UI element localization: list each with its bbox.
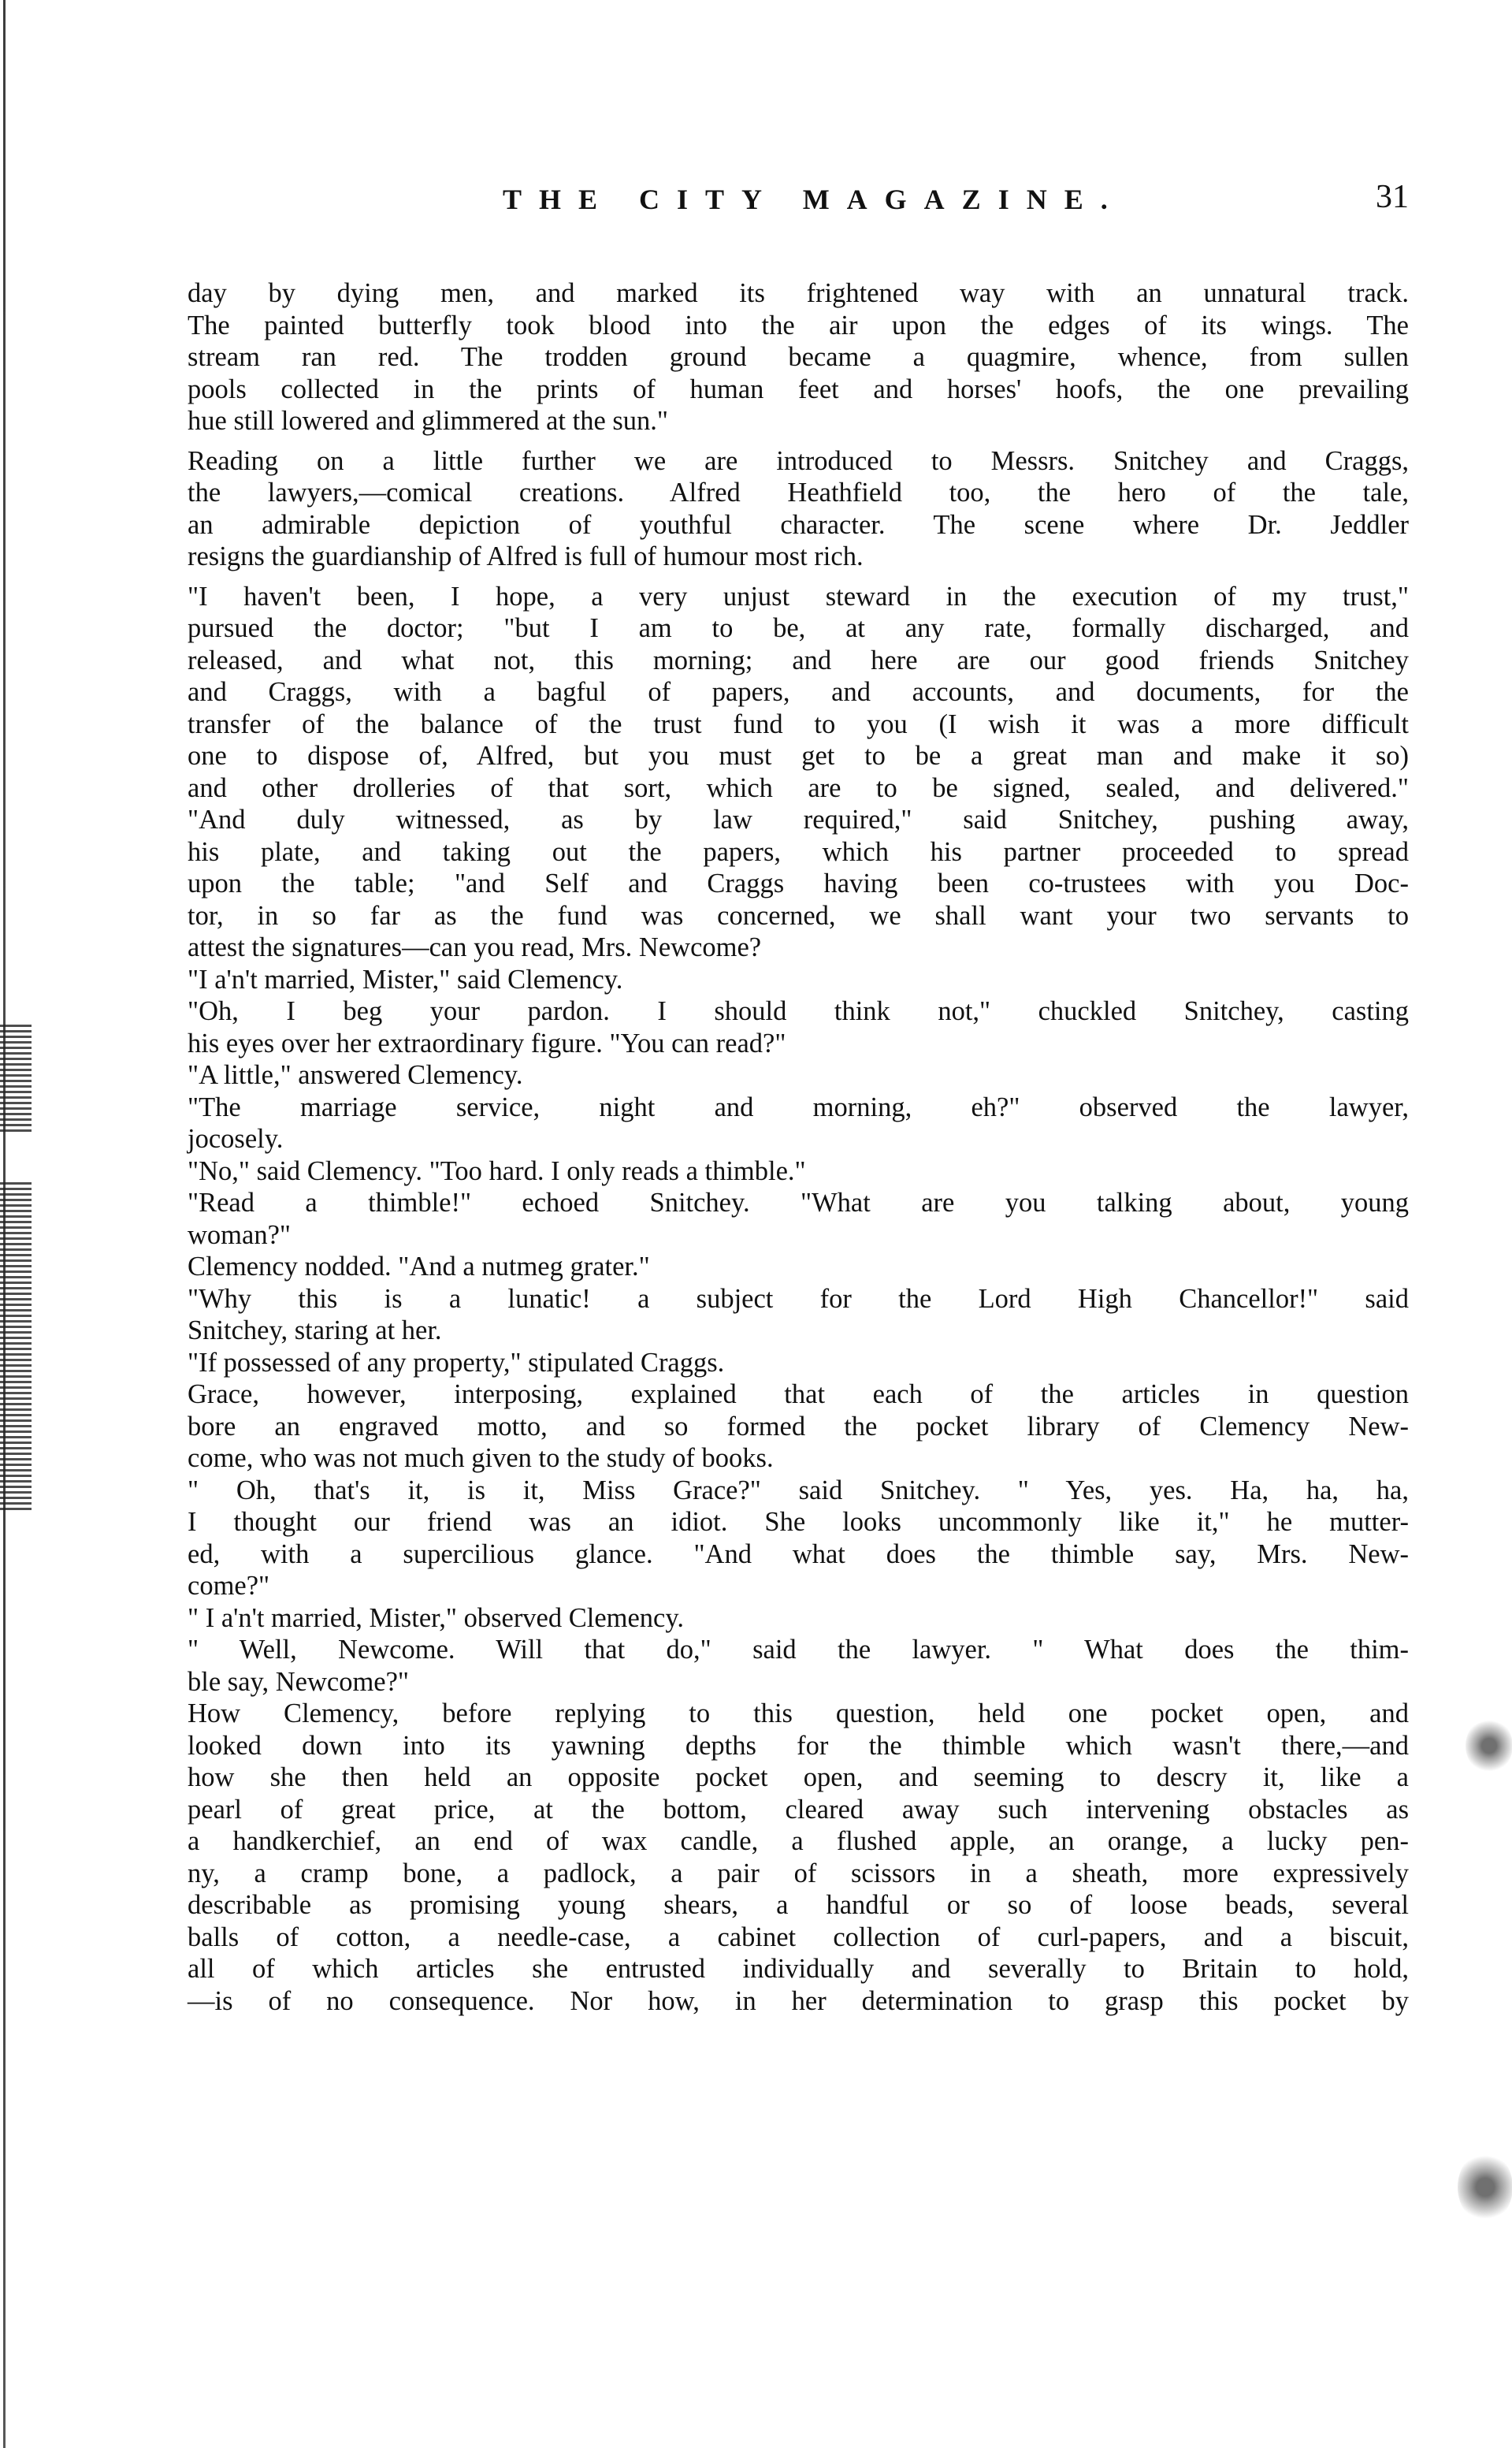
- text-line: and Craggs, with a bagful of papers, and accounts, and documents, for the: [188, 677, 1409, 707]
- binding-mark: [0, 1025, 32, 1135]
- text-line: one to dispose of, Alfred, but you must get to be a great man and make it so): [188, 741, 1409, 771]
- text-line: how she then held an opposite pocket open, and seeming to descry it, like a: [188, 1762, 1409, 1792]
- page-header: [188, 179, 1409, 230]
- text-line: day by dying men, and marked its frightened way with an unnatural track.: [188, 278, 1409, 308]
- running-title: THE CITY MAGAZINE.: [503, 184, 1125, 215]
- text-line: looked down into its yawning depths for the thimble which wasn't there,—and: [188, 1730, 1409, 1761]
- text-line: jocosely.: [188, 1124, 284, 1154]
- text-line: pearl of great price, at the bottom, cleared away such intervening obstacles as: [188, 1794, 1409, 1825]
- text-line: a handkerchief, an end of wax candle, a flushed apple, an orange, a lucky pen-: [188, 1826, 1409, 1856]
- text-line: Grace, however, interposing, explained that each of the articles in question: [188, 1379, 1409, 1409]
- text-line: How Clemency, before replying to this question, held one pocket open, and: [188, 1698, 1409, 1728]
- text-line: the lawyers,—comical creations. Alfred Heathfield too, the hero of the tale,: [188, 478, 1409, 508]
- text-line: bore an engraved motto, and so formed the pocket library of Clemency New-: [188, 1411, 1409, 1442]
- text-line: describable as promising young shears, a handful or so of loose beads, several: [188, 1890, 1409, 1920]
- text-line: The painted butterfly took blood into the air upon the edges of its wings. The: [188, 310, 1409, 340]
- text-line: and other drolleries of that sort, which are to be signed, sealed, and delivered.": [188, 772, 1409, 803]
- body-text: [188, 277, 1409, 2017]
- text-line: an admirable depiction of youthful character. The scene where Dr. Jeddler: [188, 509, 1409, 540]
- text-line: " I a'n't married, Mister," observed Clemency.: [188, 1602, 684, 1633]
- text-line: "A little," answered Clemency.: [188, 1060, 523, 1090]
- text-line: "Read a thimble!" echoed Snitchey. "What are you talking about, young: [188, 1188, 1409, 1218]
- text-line: "Why this is a lunatic! a subject for the Lord High Chancellor!" said: [188, 1283, 1409, 1314]
- text-line: come, who was not much given to the study of books.: [188, 1443, 774, 1473]
- text-line: his eyes over her extraordinary figure. "You can read?": [188, 1028, 786, 1058]
- text-line: stream ran red. The trodden ground became a quagmire, whence, from sullen: [188, 342, 1409, 372]
- text-line: tor, in so far as the fund was concerned, we shall want your two servants to: [188, 900, 1409, 931]
- text-line: released, and what not, this morning; and here are our good friends Snitchey: [188, 645, 1409, 675]
- text-line: all of which articles she entrusted individually and severally to Britain to hold,: [188, 1954, 1409, 1984]
- text-line: woman?": [188, 1219, 291, 1250]
- text-line: —is of no consequence. Nor how, in her determination to grasp this pocket by: [188, 1985, 1409, 2016]
- margin-smudge: [1466, 1718, 1512, 1773]
- text-line: Snitchey, staring at her.: [188, 1315, 442, 1345]
- text-line: transfer of the balance of the trust fund to you (I wish it was a more difficult: [188, 709, 1409, 739]
- margin-smudge: [1458, 2152, 1512, 2223]
- binding-mark: [0, 1182, 32, 1513]
- text-line: attest the signatures—can you read, Mrs. Newcome?: [188, 932, 762, 962]
- text-line: ny, a cramp bone, a padlock, a pair of scissors in a sheath, more expressively: [188, 1858, 1409, 1888]
- text-line: hue still lowered and glimmered at the sun.": [188, 406, 669, 436]
- text-line: balls of cotton, a needle-case, a cabinet collection of curl-papers, and a biscuit,: [188, 1922, 1409, 1952]
- text-line: pools collected in the prints of human feet and horses' hoofs, the one prevailing: [188, 374, 1409, 404]
- text-line: " Oh, that's it, is it, Miss Grace?" said Snitchey. " Yes, yes. Ha, ha, ha,: [188, 1475, 1409, 1505]
- text-line: his plate, and taking out the papers, which his partner proceeded to spread: [188, 836, 1409, 867]
- text-line: resigns the guardianship of Alfred is full of humour most rich.: [188, 541, 864, 571]
- text-line: I thought our friend was an idiot. She looks uncommonly like it," he mutter-: [188, 1507, 1409, 1537]
- text-line: "And duly witnessed, as by law required," said Snitchey, pushing away,: [188, 805, 1409, 835]
- text-line: "I haven't been, I hope, a very unjust steward in the execution of my trust,": [188, 581, 1409, 612]
- text-line: pursued the doctor; "but I am to be, at any rate, formally discharged, and: [188, 613, 1409, 643]
- text-line: "I a'n't married, Mister," said Clemency.: [188, 964, 623, 995]
- text-line: "If possessed of any property," stipulated Craggs.: [188, 1347, 725, 1378]
- text-line: Reading on a little further we are introduced to Messrs. Snitchey and Craggs,: [188, 445, 1409, 476]
- text-line: Clemency nodded. "And a nutmeg grater.": [188, 1252, 650, 1282]
- text-line: come?": [188, 1571, 270, 1601]
- text-line: ble say, Newcome?": [188, 1666, 410, 1697]
- text-line: "The marriage service, night and morning, eh?" observed the lawyer,: [188, 1092, 1409, 1122]
- text-line: " Well, Newcome. Will that do," said the lawyer. " What does the thim-: [188, 1635, 1409, 1665]
- text-line: "Oh, I beg your pardon. I should think not," chuckled Snitchey, casting: [188, 996, 1409, 1026]
- text-line: upon the table; "and Self and Craggs having been co-trustees with you Doc-: [188, 869, 1409, 898]
- page-number: 31: [1376, 179, 1409, 215]
- text-line: "No," said Clemency. "Too hard. I only reads a thimble.": [188, 1155, 806, 1186]
- text-line: ed, with a supercilious glance. "And what does the thimble say, Mrs. New-: [188, 1538, 1409, 1569]
